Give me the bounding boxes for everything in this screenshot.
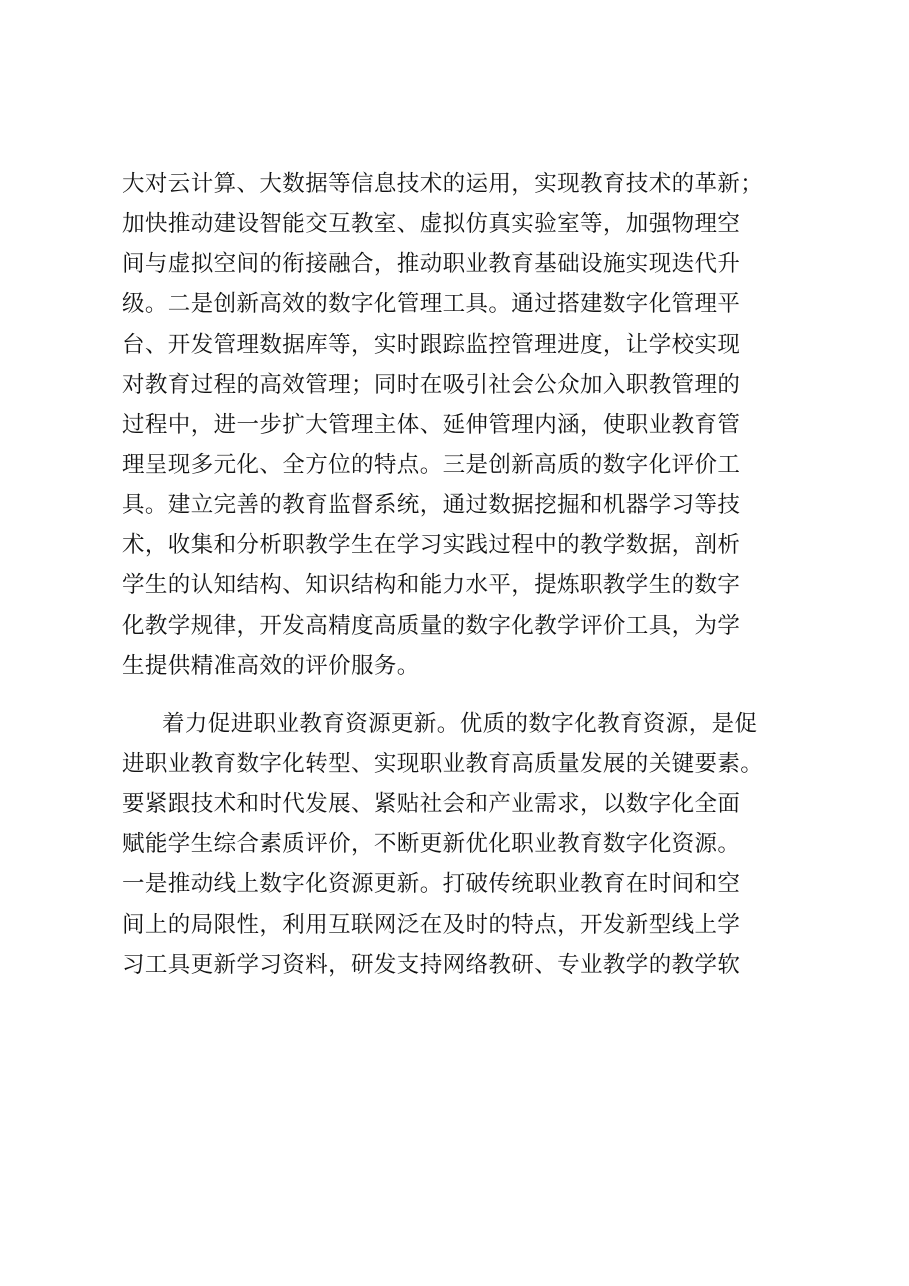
text-line: 一是推动线上数字化资源更新。打破传统职业教育在时间和空 xyxy=(122,871,741,898)
text-line: 生提供精准高效的评价服务。 xyxy=(122,652,420,679)
text-line: 理呈现多元化、全方位的特点。三是创新高质的数字化评价工 xyxy=(122,451,741,478)
text-line: 赋能学生综合素质评价，不断更新优化职业教育数字化资源。 xyxy=(122,831,741,858)
text-line: 过程中，进一步扩大管理主体、延伸管理内涵，使职业教育管 xyxy=(122,411,741,438)
document-page xyxy=(122,164,822,985)
text-line: 要紧跟技术和时代发展、紧贴社会和产业需求，以数字化全面 xyxy=(122,791,741,818)
text-line: 习工具更新学习资料，研发支持网络教研、专业教学的教学软 xyxy=(122,951,741,978)
text-line: 化教学规律，开发高精度高质量的数字化教学评价工具，为学 xyxy=(122,612,741,639)
text-line: 间上的局限性，利用互联网泛在及时的特点，开发新型线上学 xyxy=(122,911,741,938)
text-line: 大对云计算、大数据等信息技术的运用，实现教育技术的革新； xyxy=(122,171,764,197)
text-line: 学生的认知结构、知识结构和能力水平，提炼职教学生的数字 xyxy=(122,572,741,599)
text-line: 着力促进职业教育资源更新。优质的数字化教育资源，是促 xyxy=(162,710,758,737)
text-line: 术，收集和分析职教学生在学习实践过程中的教学数据，剖析 xyxy=(122,532,741,559)
paragraph-1 xyxy=(122,164,822,686)
text-line: 对教育过程的高效管理；同时在吸引社会公众加入职教管理的 xyxy=(122,371,741,398)
text-line: 台、开发管理数据库等，实时跟踪监控管理进度，让学校实现 xyxy=(122,331,741,358)
paragraph-2 xyxy=(122,704,822,985)
text-line: 间与虚拟空间的衔接融合，推动职业教育基础设施实现迭代升 xyxy=(122,251,741,278)
text-line: 具。建立完善的教育监督系统，通过数据挖掘和机器学习等技 xyxy=(122,492,741,519)
paragraph-spacer xyxy=(122,686,822,704)
text-line: 加快推动建设智能交互教室、虚拟仿真实验室等，加强物理空 xyxy=(122,211,741,238)
text-line: 级。二是创新高效的数字化管理工具。通过搭建数字化管理平 xyxy=(122,291,741,318)
text-line: 进职业教育数字化转型、实现职业教育高质量发展的关键要素。 xyxy=(122,750,764,777)
